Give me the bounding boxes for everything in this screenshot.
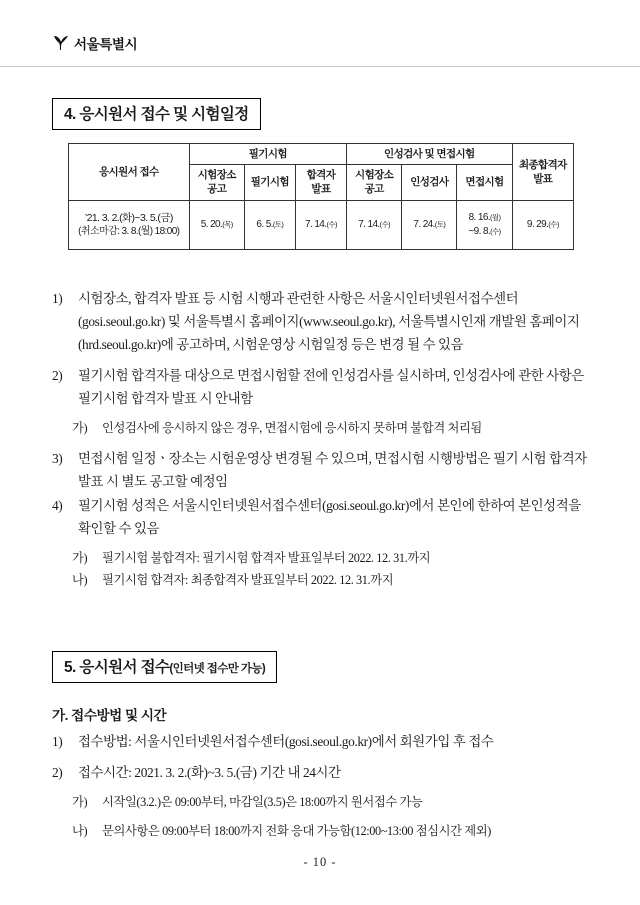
th-interview-exam: 면접시험 xyxy=(457,165,512,200)
th-application: 응시원서 접수 xyxy=(69,144,190,201)
section-5-title: 5. 응시원서 접수 xyxy=(64,659,170,676)
td-application xyxy=(69,200,190,249)
td-personality-test-day: (토) xyxy=(434,219,446,229)
td-interview-place-notice-day: (수) xyxy=(379,219,391,229)
td-written-place-notice xyxy=(189,200,244,249)
list-marker: 1) xyxy=(52,734,63,749)
seoul-city-logo xyxy=(52,33,137,53)
list-item xyxy=(52,821,592,842)
list-item xyxy=(52,761,592,784)
th-final-pass: 최종합격자 발표 xyxy=(512,144,573,201)
td-interview-exam-line2: ~9. 8.(수) xyxy=(468,225,501,237)
th-personality-interview-group: 인성검사 및 면접시험 xyxy=(347,144,513,165)
list-item xyxy=(52,792,592,813)
section-4-notes xyxy=(52,287,592,592)
list-item xyxy=(52,287,592,356)
td-final-pass xyxy=(512,200,573,249)
td-written-place-notice-date: 5. 20. xyxy=(200,218,223,230)
td-written-exam xyxy=(244,200,295,249)
td-interview-exam-line1: 8. 16.(월) xyxy=(468,212,501,224)
list-item xyxy=(52,548,592,569)
seoul-city-logo-icon xyxy=(52,33,70,53)
td-written-result-date: 7. 14. xyxy=(305,218,327,230)
td-application-line1: ’21. 3. 2.(화)~3. 5.(금) xyxy=(84,211,173,224)
header-divider xyxy=(0,66,640,67)
td-personality-test-date: 7. 24. xyxy=(413,218,435,230)
list-item xyxy=(52,730,592,753)
list-marker: 가) xyxy=(72,421,88,436)
td-final-pass-day: (수) xyxy=(548,219,559,229)
section-5-note: (인터넷 접수만 가능) xyxy=(169,663,266,675)
list-text: 접수시간: 2021. 3. 2.(화)~3. 5.(금) 기간 내 24시간 xyxy=(78,765,341,781)
section-5-heading xyxy=(52,651,277,683)
list-marker: 가) xyxy=(72,795,88,810)
th-written-exam-group: 필기시험 xyxy=(189,144,346,165)
list-marker: 1) xyxy=(52,291,63,306)
list-text: 면접시험 일정ㆍ장소는 시험운영상 변경될 수 있으며, 면접시험 시행방법은 필기 시험 합격자 발표 시 별도 공고할 예정임 xyxy=(78,451,587,490)
td-interview-place-notice-date: 7. 14. xyxy=(358,218,380,230)
list-item xyxy=(52,364,592,410)
list-marker: 4) xyxy=(52,498,63,514)
th-written-place-notice: 시험장소 공고 xyxy=(189,165,244,200)
logo-label: 서울특별시 xyxy=(74,37,138,52)
exam-schedule-table xyxy=(68,143,574,250)
section-4-heading xyxy=(52,98,261,130)
list-text: 접수방법: 서울시인터넷원서접수센터(gosi.seoul.go.kr)에서 회원가입 후 접수 xyxy=(78,734,494,749)
list-text: 인성검사에 응시하지 않은 경우, 면접시험에 응시하지 못하며 불합격 처리됨 xyxy=(102,421,482,436)
list-marker: 2) xyxy=(52,368,63,384)
list-marker: 3) xyxy=(52,451,63,467)
list-text: 시험장소, 합격자 발표 등 시험 시행과 관련한 사항은 서울시인터넷원서접수센터 (gosi.seoul.go.kr) 및 서울특별시 홈페이지(www.seoul.go.kr), 서울특별시인재 개발원 홈페이지(hrd.seoul.go.kr)에 공고하며, 시험운영상 시험일정 등은 변경 될 수 있음 xyxy=(78,291,580,353)
table-row xyxy=(69,200,574,249)
list-text: 필기시험 성적은 서울시인터넷원서접수센터(gosi.seoul.go.kr)에서 본인에 한하여 본인성적을 확인할 수 있음 xyxy=(78,498,581,537)
td-final-pass-date: 9. 29. xyxy=(526,218,549,230)
list-text: 필기시험 합격자를 대상으로 면접시험할 전에 인성검사를 실시하며, 인성검사에 관한 사항은 필기시험 합격자 발표 시 안내함 xyxy=(78,368,584,407)
page-number: - 10 - xyxy=(303,855,337,869)
list-marker: 2) xyxy=(52,765,63,781)
table-header-row-1 xyxy=(69,144,574,165)
td-application-line2: (취소마감: 3. 8.(월) 18:00) xyxy=(78,225,180,237)
list-text: 문의사항은 09:00부터 18:00까지 전화 응대 가능함(12:00~13:00 점심시간 제외) xyxy=(102,823,491,838)
list-item xyxy=(52,570,592,591)
list-marker: 나) xyxy=(72,573,88,588)
td-interview-exam xyxy=(457,200,512,249)
th-written-exam: 필기시험 xyxy=(244,165,295,200)
td-personality-test xyxy=(402,200,457,249)
td-written-result xyxy=(295,200,346,249)
list-item xyxy=(52,494,592,540)
td-written-exam-date: 6. 5. xyxy=(256,218,273,230)
th-interview-place-notice: 시험장소 공고 xyxy=(347,165,402,200)
td-written-exam-day: (토) xyxy=(272,219,284,229)
list-text: 필기시험 불합격자: 필기시험 합격자 발표일부터 2022. 12. 31.까지 xyxy=(102,551,431,566)
list-marker: 가) xyxy=(72,551,88,566)
td-interview-place-notice xyxy=(347,200,402,249)
section-4-title: 4. 응시원서 접수 및 시험일정 xyxy=(64,106,249,123)
section-5-items xyxy=(52,730,592,843)
list-text: 시작일(3.2.)은 09:00부터, 마감일(3.5)은 18:00까지 원서접수 가능 xyxy=(102,795,423,810)
td-written-place-notice-day: (목) xyxy=(222,219,233,229)
th-personality-test: 인성검사 xyxy=(402,165,457,200)
list-marker: 나) xyxy=(72,823,88,838)
section-5-sub-heading: 가. 접수방법 및 시간 xyxy=(52,708,167,723)
list-item xyxy=(52,447,592,493)
td-written-result-day: (수) xyxy=(326,219,337,229)
th-written-result: 합격자 발표 xyxy=(295,165,346,200)
list-text: 필기시험 합격자: 최종합격자 발표일부터 2022. 12. 31.까지 xyxy=(102,573,394,588)
list-item xyxy=(52,418,592,439)
